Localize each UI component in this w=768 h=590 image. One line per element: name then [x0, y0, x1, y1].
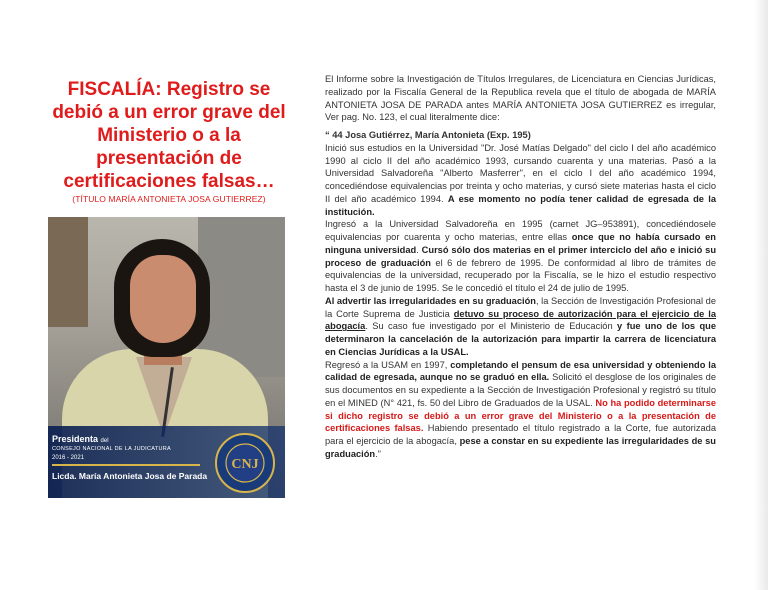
page-edge-shadow [754, 0, 768, 590]
portrait-face [130, 255, 196, 343]
caption-name: Licda. María Antonieta Josa de Parada [52, 471, 208, 481]
headline-title: FISCALÍA: Registro se debió a un error grave del Ministerio o a la presentación de certificaciones falsas… [52, 79, 286, 192]
article-intro: El Informe sobre la Investigación de Títulos Irregulares, de Licenciatura en Ciencias Jurídicas, realizado por la Fiscalía General de la Republica revela que el título de abogada de MARÍA ANTONIETA JOSA DE PARADA antes MARÍA ANTONIETA JOSA GUTIERREZ es irregular, Ver pag. No. 123, el cual literalmente dice: [325, 74, 716, 123]
background-wood-panel [48, 217, 88, 327]
paragraph-4: Regresó a la USAM en 1997, completando el pensum de esa universidad y obteniendo la calidad de egresada, aunque no se graduó en ella. Solicitó el desglose de los originales de sus documentos en su expediente a la Sección de Investigación Profesional y registró su título en el MINED (N° 421, fs. 50 del Libro de Graduados de la USAL. No ha podido determinarse si dicho registro se debió a un error grave del Ministerio o a la presentación de certificaciones falsas. Habiendo presentado el título registrado a la Corte, fue autorizada para el ejercicio de la abogacía, pese a constar en su expediente las irregularidades de su graduación.” [325, 359, 716, 459]
headline-subtitle: (TÍTULO MARÍA ANTONIETA JOSA GUTIERREZ) [72, 194, 266, 204]
seal-monogram: CNJ [231, 457, 259, 472]
portrait-photo [48, 217, 285, 498]
photo-caption-banner [48, 426, 285, 498]
paragraph-2: Ingresó a la Universidad Salvadoreña en 1995 (carnet JG–953891), concediéndosele equivalencias por cuarenta y ocho materias, entre ellas once que no había cursado en ninguna universidad. Cursó sólo dos materias en el primer interciclo del año e inició su proceso de graduación el 6 de febrero de 1995. De conformidad al libro de trámites de equivalencias de la universidad, recuperado por la Fiscalía, se le hizo el estudio respectivo hasta el 3 de junio de 1995. Se le concedió el título el 24 de julio de 1995. [325, 219, 716, 293]
caption-years: 2016 - 2021 [52, 455, 85, 461]
paragraph-3: Al advertir las irregularidades en su graduación, la Sección de Investigación Profesional de la Corte Suprema de Justicia detuvo su proceso de autorización para el ejercicio de la abogacía. Su caso fue investigado por el Ministerio de Educación y fue uno de los que determinaron la cancelación de la autorización para impartir la carrera de licenciatura en Ciencias Jurídicas a la USAL. [325, 295, 716, 357]
caption-divider [52, 464, 200, 466]
entry-heading: “ 44 Josa Gutiérrez, María Antonieta (Exp. 195) [325, 130, 531, 140]
caption-organization: CONSEJO NACIONAL DE LA JUDICATURA [52, 446, 172, 452]
caption-title: Presidenta del [52, 434, 109, 444]
cnj-seal-icon [212, 432, 278, 494]
paragraph-1: Inició sus estudios en la Universidad "Dr. José Matías Delgado" del ciclo I del año académico 1990 al ciclo II del año académico 1993, cursando cuarenta y una materias. Pasó a la Universidad Salvadoreña "Alberto Masferrer", en el ciclo I del año académico 1994, concediéndose equivalencias por treinta y ocho materias, y cursó siete materias hasta el ciclo II del año académico 1994. A ese momento no podía tener calidad de egresada de la institución. [325, 142, 716, 217]
article-body [325, 73, 716, 461]
